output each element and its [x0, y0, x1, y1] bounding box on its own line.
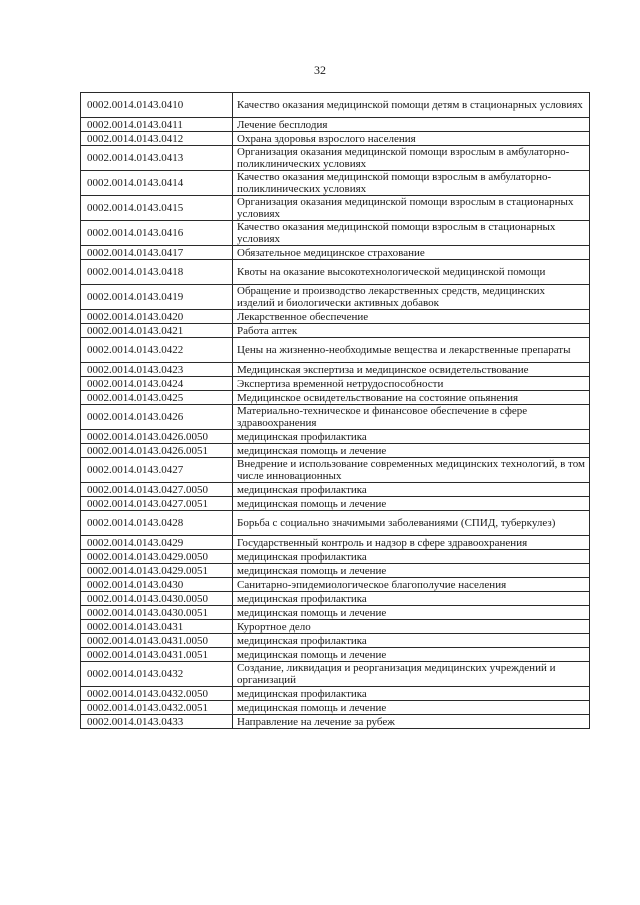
row-name: Курортное дело [233, 620, 590, 634]
row-name: Качество оказания медицинской помощи детям в стационарных условиях [233, 93, 590, 118]
row-code: 0002.0014.0143.0427.0051 [81, 497, 233, 511]
table-row [81, 221, 590, 246]
row-name: Организация оказания медицинской помощи взрослым в стационарных условиях [233, 196, 590, 221]
row-name: медицинская помощь и лечение [233, 701, 590, 715]
row-code: 0002.0014.0143.0429.0051 [81, 564, 233, 578]
row-name: медицинская профилактика [233, 483, 590, 497]
table-row [81, 324, 590, 338]
row-code: 0002.0014.0143.0427.0050 [81, 483, 233, 497]
row-code: 0002.0014.0143.0424 [81, 377, 233, 391]
row-code: 0002.0014.0143.0423 [81, 363, 233, 377]
row-code: 0002.0014.0143.0425 [81, 391, 233, 405]
row-name: Работа аптек [233, 324, 590, 338]
row-name: медицинская помощь и лечение [233, 444, 590, 458]
row-code: 0002.0014.0143.0420 [81, 310, 233, 324]
row-name: медицинская профилактика [233, 687, 590, 701]
row-name: Охрана здоровья взрослого населения [233, 132, 590, 146]
row-code: 0002.0014.0143.0428 [81, 511, 233, 536]
row-name: Лечение бесплодия [233, 118, 590, 132]
row-code: 0002.0014.0143.0429.0050 [81, 550, 233, 564]
row-code: 0002.0014.0143.0418 [81, 260, 233, 285]
row-name: Организация оказания медицинской помощи взрослым в амбулаторно-поликлинических условиях [233, 146, 590, 171]
table-row [81, 536, 590, 550]
row-name: Лекарственное обеспечение [233, 310, 590, 324]
table-row [81, 578, 590, 592]
table-row [81, 634, 590, 648]
row-name: Направление на лечение за рубеж [233, 715, 590, 729]
table-row [81, 363, 590, 377]
row-name: Санитарно-эпидемиологическое благополучие населения [233, 578, 590, 592]
row-name: Качество оказания медицинской помощи взрослым в стационарных условиях [233, 221, 590, 246]
row-name: Государственный контроль и надзор в сфере здравоохранения [233, 536, 590, 550]
row-name: Создание, ликвидация и реорганизация медицинских учреждений и организаций [233, 662, 590, 687]
table-row [81, 391, 590, 405]
row-code: 0002.0014.0143.0432.0051 [81, 701, 233, 715]
row-code: 0002.0014.0143.0417 [81, 246, 233, 260]
table-row [81, 701, 590, 715]
row-name: Материально-техническое и финансовое обеспечение в сфере здравоохранения [233, 405, 590, 430]
row-name: Обращение и производство лекарственных средств, медицинских изделий и биологически активных добавок [233, 285, 590, 310]
row-name: медицинская помощь и лечение [233, 497, 590, 511]
row-code: 0002.0014.0143.0421 [81, 324, 233, 338]
table-row [81, 662, 590, 687]
table-row [81, 606, 590, 620]
table-row [81, 93, 590, 118]
row-name: медицинская помощь и лечение [233, 648, 590, 662]
table-row [81, 497, 590, 511]
table-row [81, 260, 590, 285]
row-name: Цены на жизненно-необходимые вещества и лекарственные препараты [233, 338, 590, 363]
row-code: 0002.0014.0143.0431 [81, 620, 233, 634]
row-code: 0002.0014.0143.0422 [81, 338, 233, 363]
table-row [81, 246, 590, 260]
row-name: медицинская помощь и лечение [233, 564, 590, 578]
table-row [81, 687, 590, 701]
row-code: 0002.0014.0143.0410 [81, 93, 233, 118]
row-code: 0002.0014.0143.0411 [81, 118, 233, 132]
table-row [81, 310, 590, 324]
row-name: медицинская профилактика [233, 592, 590, 606]
row-code: 0002.0014.0143.0412 [81, 132, 233, 146]
row-name: медицинская профилактика [233, 550, 590, 564]
row-code: 0002.0014.0143.0426.0050 [81, 430, 233, 444]
table-row [81, 338, 590, 363]
table-row [81, 377, 590, 391]
table-row [81, 483, 590, 497]
table-row [81, 620, 590, 634]
row-code: 0002.0014.0143.0430.0051 [81, 606, 233, 620]
table-row [81, 458, 590, 483]
row-code: 0002.0014.0143.0433 [81, 715, 233, 729]
classifier-table-body [81, 93, 590, 729]
table-row [81, 648, 590, 662]
row-name: Медицинская экспертиза и медицинское освидетельствование [233, 363, 590, 377]
row-name: Внедрение и использование современных медицинских технологий, в том числе инновационных [233, 458, 590, 483]
table-row [81, 405, 590, 430]
table-row [81, 550, 590, 564]
row-name: Качество оказания медицинской помощи взрослым в амбулаторно-поликлинических условиях [233, 171, 590, 196]
table-row [81, 196, 590, 221]
row-name: Обязательное медицинское страхование [233, 246, 590, 260]
row-code: 0002.0014.0143.0431.0051 [81, 648, 233, 662]
row-code: 0002.0014.0143.0416 [81, 221, 233, 246]
row-code: 0002.0014.0143.0429 [81, 536, 233, 550]
table-row [81, 715, 590, 729]
row-code: 0002.0014.0143.0427 [81, 458, 233, 483]
row-code: 0002.0014.0143.0426 [81, 405, 233, 430]
page-number: 32 [314, 63, 326, 77]
row-code: 0002.0014.0143.0432 [81, 662, 233, 687]
classifier-table [80, 92, 590, 729]
row-code: 0002.0014.0143.0426.0051 [81, 444, 233, 458]
table-row [81, 118, 590, 132]
row-name: медицинская профилактика [233, 430, 590, 444]
table-row [81, 285, 590, 310]
table-row [81, 132, 590, 146]
row-name: Борьба с социально значимыми заболеваниями (СПИД, туберкулез) [233, 511, 590, 536]
row-code: 0002.0014.0143.0431.0050 [81, 634, 233, 648]
table-row [81, 511, 590, 536]
row-code: 0002.0014.0143.0430.0050 [81, 592, 233, 606]
row-code: 0002.0014.0143.0413 [81, 146, 233, 171]
table-row [81, 171, 590, 196]
row-code: 0002.0014.0143.0419 [81, 285, 233, 310]
row-name: Квоты на оказание высокотехнологической медицинской помощи [233, 260, 590, 285]
table-row [81, 592, 590, 606]
row-code: 0002.0014.0143.0415 [81, 196, 233, 221]
table-row [81, 564, 590, 578]
row-code: 0002.0014.0143.0414 [81, 171, 233, 196]
row-code: 0002.0014.0143.0432.0050 [81, 687, 233, 701]
table-row [81, 444, 590, 458]
row-name: Экспертиза временной нетрудоспособности [233, 377, 590, 391]
table-row [81, 430, 590, 444]
table-row [81, 146, 590, 171]
row-name: медицинская профилактика [233, 634, 590, 648]
row-name: Медицинское освидетельствование на состояние опьянения [233, 391, 590, 405]
row-name: медицинская помощь и лечение [233, 606, 590, 620]
row-code: 0002.0014.0143.0430 [81, 578, 233, 592]
